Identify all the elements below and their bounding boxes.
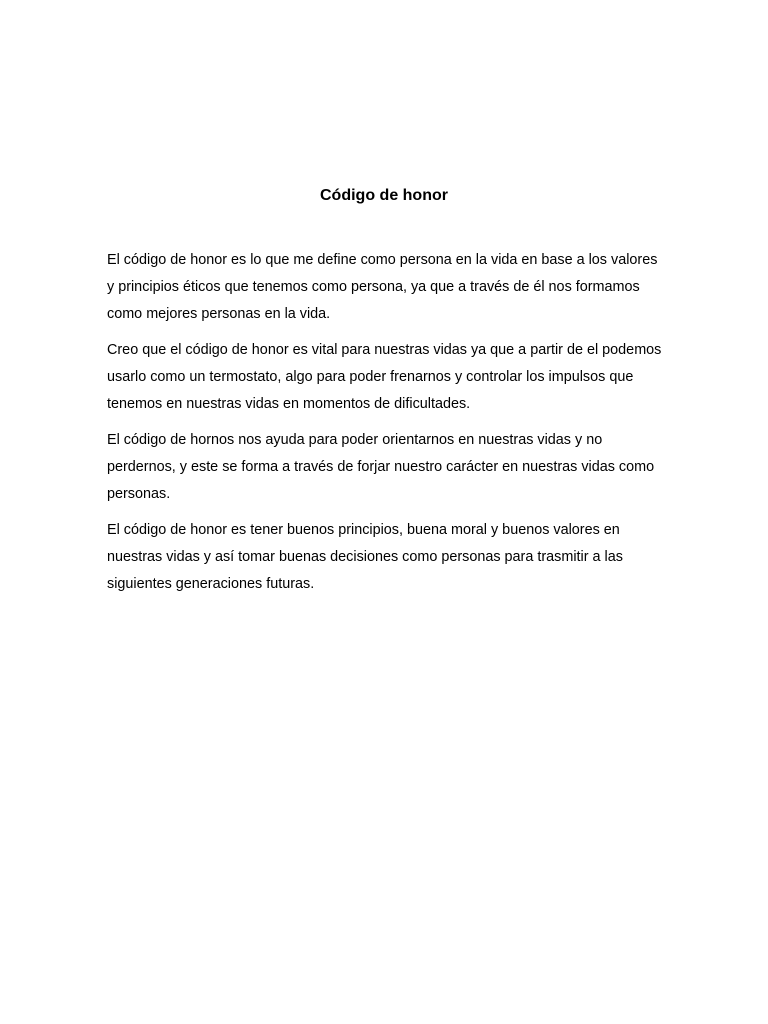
document-title: Código de honor: [320, 187, 448, 204]
paragraph-3: El código de hornos nos ayuda para poder orientarnos en nuestras vidas y no perdernos, y este se forma a través de forjar nuestro carácter en nuestras vidas como personas.: [107, 432, 655, 502]
paragraph-4: El código de honor es tener buenos principios, buena moral y buenos valores en nuestras vidas y así tomar buenas decisiones como personas para trasmitir a las siguientes generaciones futuras.: [107, 522, 623, 592]
document-body: [107, 247, 667, 598]
paragraph-2: Creo que el código de honor es vital para nuestras vidas ya que a partir de el podemos usarlo como un termostato, algo para poder frenarnos y controlar los impulsos que tenemos en nuestras vidas en momentos de dificultades.: [107, 342, 662, 412]
paragraph-1: El código de honor es lo que me define como persona en la vida en base a los valores y principios éticos que tenemos como persona, ya que a través de él nos formamos como mejores personas en la vida.: [107, 252, 658, 322]
